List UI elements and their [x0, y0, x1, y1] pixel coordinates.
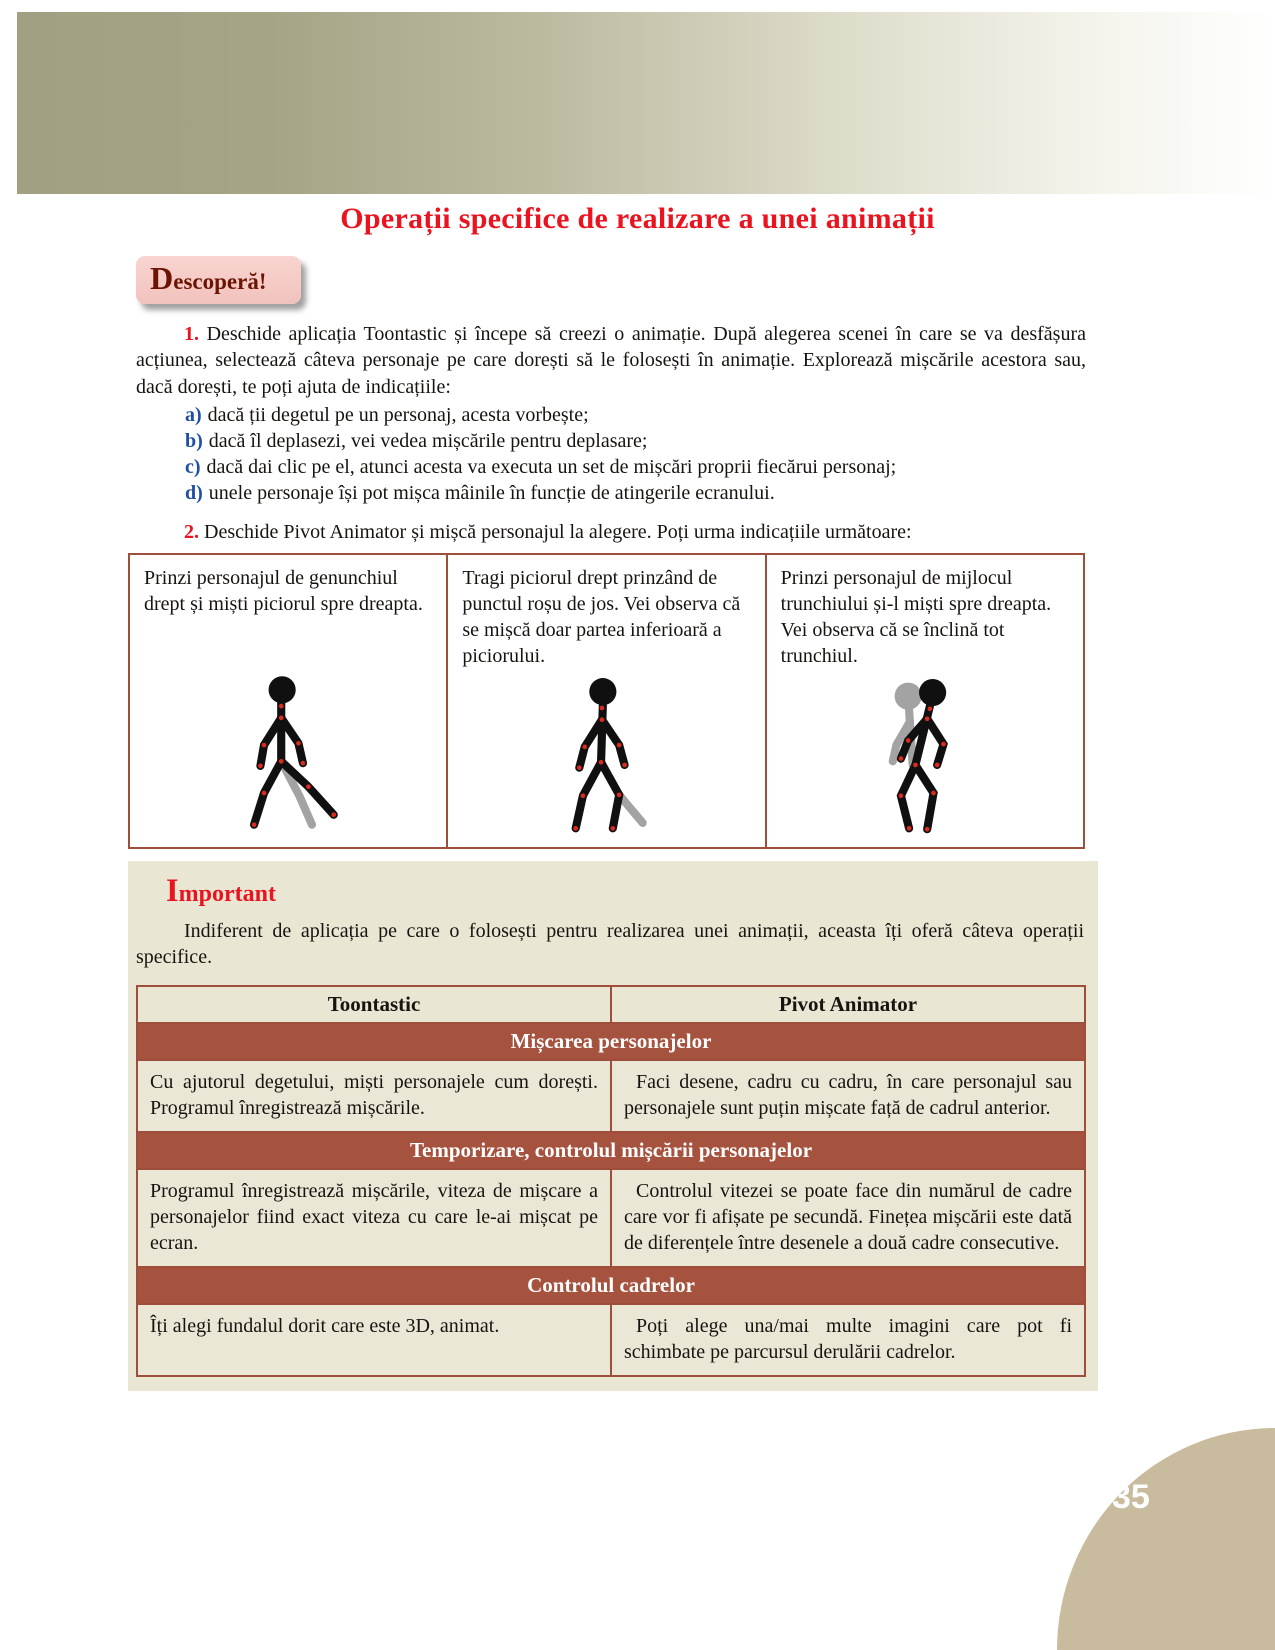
indication-letter: c)	[185, 456, 201, 478]
stick-figure-trunk-tilted-icon	[843, 669, 1006, 841]
comparison-table	[136, 985, 1086, 1377]
indication-text: unele personaje își pot mișca mâinile în funcție de atingerile ecranului.	[208, 482, 775, 504]
indication-item-c	[185, 454, 1085, 480]
page-corner-decoration	[1057, 1428, 1275, 1650]
section-title: Controlul cadrelor	[137, 1267, 1085, 1304]
indication-letter: d)	[185, 482, 203, 504]
indication-letter: b)	[185, 430, 203, 452]
pivot-instruction-text: Prinzi personajul de mijlocul trunchiului și-l miști spre dreapta. Vei observa că se înclină tot trunchiul.	[780, 567, 1052, 667]
step1-text: Deschide aplicația Toontastic și începe să creezi o animație. După alegerea scenei în care se va desfășura acțiunea, selectează câteva personaje pe care dorești să le folosești în animație. Explorează mișcările acestora sau, dacă dorești, te poți ajuta de indicațiile:	[136, 323, 1087, 398]
important-heading: Important	[166, 873, 276, 909]
step1-paragraph	[136, 321, 1086, 400]
step2-text: Deschide Pivot Animator și mișcă personajul la alegere. Poți urma indicațiile următoare:	[204, 521, 912, 543]
pivot-instruction-cell-2	[448, 555, 766, 847]
descopera-badge-label: Descoperă!	[150, 260, 267, 296]
pivot-instruction-text: Prinzi personajul de genunchiul drept și miști piciorul spre dreapta.	[144, 567, 423, 615]
pivot-instruction-text: Tragi piciorul drept prinzând de punctul roșu de jos. Vei observa că se mișcă doar partea inferioară a piciorului.	[462, 567, 741, 667]
indication-text: dacă dai clic pe el, atunci acesta va executa un set de mișcări proprii fiecărui personaj;	[206, 456, 897, 478]
section-row-timing	[137, 1132, 1085, 1169]
indication-letter: a)	[185, 404, 202, 426]
figure-area	[144, 617, 432, 841]
stick-figure-lower-leg-moved-icon	[525, 669, 688, 841]
indication-item-d	[185, 480, 1085, 506]
table-header-row	[137, 986, 1085, 1023]
section-row-movement	[137, 1023, 1085, 1060]
table-cell-toontastic: Îți alegi fundalul dorit care este 3D, animat.	[137, 1304, 611, 1376]
stick-figure-leg-moved-right-icon	[207, 669, 370, 841]
important-section	[128, 861, 1098, 1391]
ghost-previous-lower-leg	[619, 795, 643, 823]
column-header-pivot-animator: Pivot Animator	[611, 986, 1085, 1023]
section-row-frames	[137, 1267, 1085, 1304]
step2-number: 2.	[184, 521, 199, 543]
table-row	[137, 1060, 1085, 1132]
indication-text: dacă îl deplasezi, vei vedea mișcările pentru deplasare;	[208, 430, 648, 452]
descopera-badge	[136, 256, 301, 304]
table-cell-pivot: Controlul vitezei se poate face din numărul de cadre care vor fi afișate pe secundă. Finețea mișcării este dată de diferențele între desenele a două cadre consecutive.	[611, 1169, 1085, 1267]
indications-list	[185, 402, 1085, 506]
indication-text: dacă ții degetul pe un personaj, acesta vorbește;	[207, 404, 589, 426]
table-cell-pivot: Poți alege una/mai multe imagini care pot fi schimbate pe parcursul derulării cadrelor.	[611, 1304, 1085, 1376]
step1-number: 1.	[184, 323, 199, 345]
section-title: Temporizare, controlul mișcării personajelor	[137, 1132, 1085, 1169]
figure-area	[462, 669, 750, 841]
pivot-instruction-cell-1	[130, 555, 448, 847]
table-row	[137, 1304, 1085, 1376]
important-intro: Indiferent de aplicația pe care o folosești pentru realizarea unei animații, aceasta îți oferă câteva operații specifice.	[136, 920, 1084, 969]
pivot-instructions-table	[128, 553, 1085, 849]
figure-area	[781, 669, 1069, 841]
column-header-toontastic: Toontastic	[137, 986, 611, 1023]
section-title: Mișcarea personajelor	[137, 1023, 1085, 1060]
table-row	[137, 1169, 1085, 1267]
table-cell-toontastic: Cu ajutorul degetului, miști personajele cum dorești. Programul înregistrează mișcările.	[137, 1060, 611, 1132]
indication-item-a	[185, 402, 1085, 428]
header-gradient-bar	[17, 12, 1275, 194]
pivot-instruction-cell-3	[767, 555, 1083, 847]
step2-paragraph	[136, 519, 1086, 545]
table-cell-pivot: Faci desene, cadru cu cadru, în care personajul sau personajele sunt puțin mișcate față de cadrul anterior.	[611, 1060, 1085, 1132]
page-number: 35	[1112, 1478, 1150, 1516]
indication-item-b	[185, 428, 1085, 454]
table-cell-toontastic: Programul înregistrează mișcările, viteza de mișcare a personajelor fiind exact viteza cu care le-ai mișcat pe ecran.	[137, 1169, 611, 1267]
page-title: Operații specifice de realizare a unei animații	[340, 202, 935, 235]
